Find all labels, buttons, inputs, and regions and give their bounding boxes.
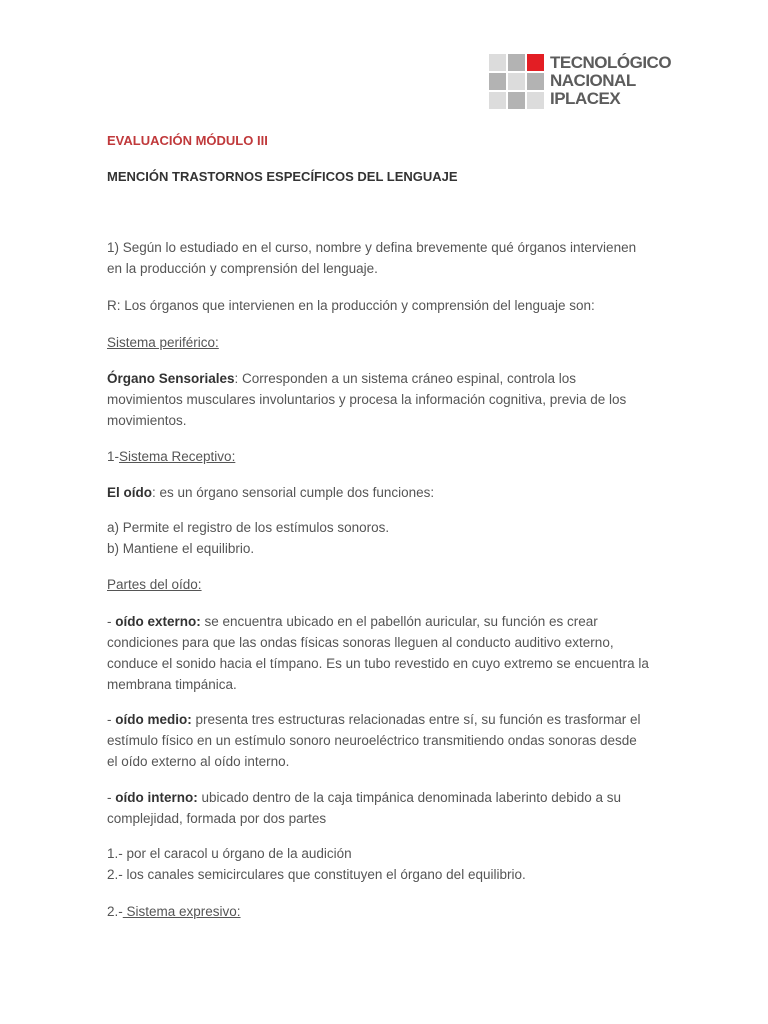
- question-line: en la producción y comprensión del lenguaje.: [107, 261, 378, 276]
- list-item: 1.- por el caracol u órgano de la audición: [107, 846, 352, 861]
- paragraph-medio: [107, 709, 667, 772]
- section-heading: [107, 332, 667, 353]
- parts-list: [107, 843, 667, 885]
- term-medio: oído medio:: [115, 712, 192, 727]
- sistema-expresivo-heading: Sistema expresivo:: [122, 904, 241, 919]
- document-title: EVALUACIÓN MÓDULO III: [107, 133, 268, 148]
- paragraph-text: condiciones para que las ondas físicas sonoras lleguen al conducto auditivo externo,: [107, 635, 614, 650]
- paragraph-text: el oído externo al oído interno.: [107, 754, 290, 769]
- paragraph-text: complejidad, formada por dos partes: [107, 811, 327, 826]
- paragraph-externo: [107, 611, 667, 695]
- sistema-periferico-heading: Sistema periférico:: [107, 335, 219, 350]
- paragraph-text: estímulo físico en un estímulo sonoro neuroeléctrico transmitiendo ondas sonoras desde: [107, 733, 637, 748]
- logo-line-2: NACIONAL: [550, 71, 636, 90]
- logo-line-3: IPLACEX: [550, 89, 621, 108]
- question-line: 1) Según lo estudiado en el curso, nombre y defina brevemente qué órganos intervienen: [107, 240, 637, 255]
- paragraph-text: conduce el sonido hacia el tímpano. Es un tubo revestido en cuyo extremo se encuentra la: [107, 656, 649, 671]
- logo-text: [550, 54, 671, 108]
- paragraph-organo: [107, 368, 667, 431]
- paragraph-text: se encuentra ubicado en el pabellón auricular, su función es crear: [200, 614, 598, 629]
- section-heading: [107, 446, 667, 467]
- section-heading: [107, 574, 667, 595]
- document-subtitle: MENCIÓN TRASTORNOS ESPECÍFICOS DEL LENGUAJE: [107, 169, 458, 184]
- list-item: a) Permite el registro de los estímulos sonoros.: [107, 520, 390, 535]
- term-externo: oído externo:: [115, 614, 201, 629]
- term-organo: Órgano Sensoriales: [107, 371, 235, 386]
- dash: -: [107, 712, 116, 727]
- logo-mark-icon: [489, 54, 545, 110]
- paragraph-text: ubicado dentro de la caja timpánica denominada laberinto debido a su: [197, 790, 622, 805]
- dash: -: [107, 790, 116, 805]
- answer-intro: R: Los órganos que intervienen en la producción y comprensión del lenguaje son:: [107, 298, 595, 313]
- paragraph-text: movimientos musculares involuntarios y procesa la información cognitiva, previa de los: [107, 392, 627, 407]
- institution-logo: [489, 54, 671, 110]
- list-item: b) Mantiene el equilibrio.: [107, 541, 255, 556]
- list-item: 2.- los canales semicirculares que constituyen el órgano del equilibrio.: [107, 867, 526, 882]
- paragraph-text: presenta tres estructuras relacionadas entre sí, su función es trasformar el: [191, 712, 641, 727]
- paragraph-oido: [107, 482, 667, 503]
- paragraph-text: movimientos.: [107, 413, 187, 428]
- section-number: 1-: [107, 449, 120, 464]
- paragraph-text: : Corresponden a un sistema cráneo espinal, controla los: [234, 371, 576, 386]
- logo-line-1: TECNOLÓGICO: [550, 53, 672, 72]
- term-oido: El oído: [107, 485, 152, 500]
- paragraph-text: membrana timpánica.: [107, 677, 237, 692]
- section-heading: [107, 901, 667, 922]
- partes-oido-heading: Partes del oído:: [107, 577, 202, 592]
- question-1: [107, 237, 667, 279]
- functions-list: [107, 517, 667, 559]
- paragraph-interno: [107, 787, 667, 829]
- term-interno: oído interno:: [115, 790, 198, 805]
- dash: -: [107, 614, 116, 629]
- paragraph-text: : es un órgano sensorial cumple dos funciones:: [152, 485, 435, 500]
- sistema-receptivo-heading: Sistema Receptivo:: [119, 449, 236, 464]
- section-number: 2.-: [107, 904, 123, 919]
